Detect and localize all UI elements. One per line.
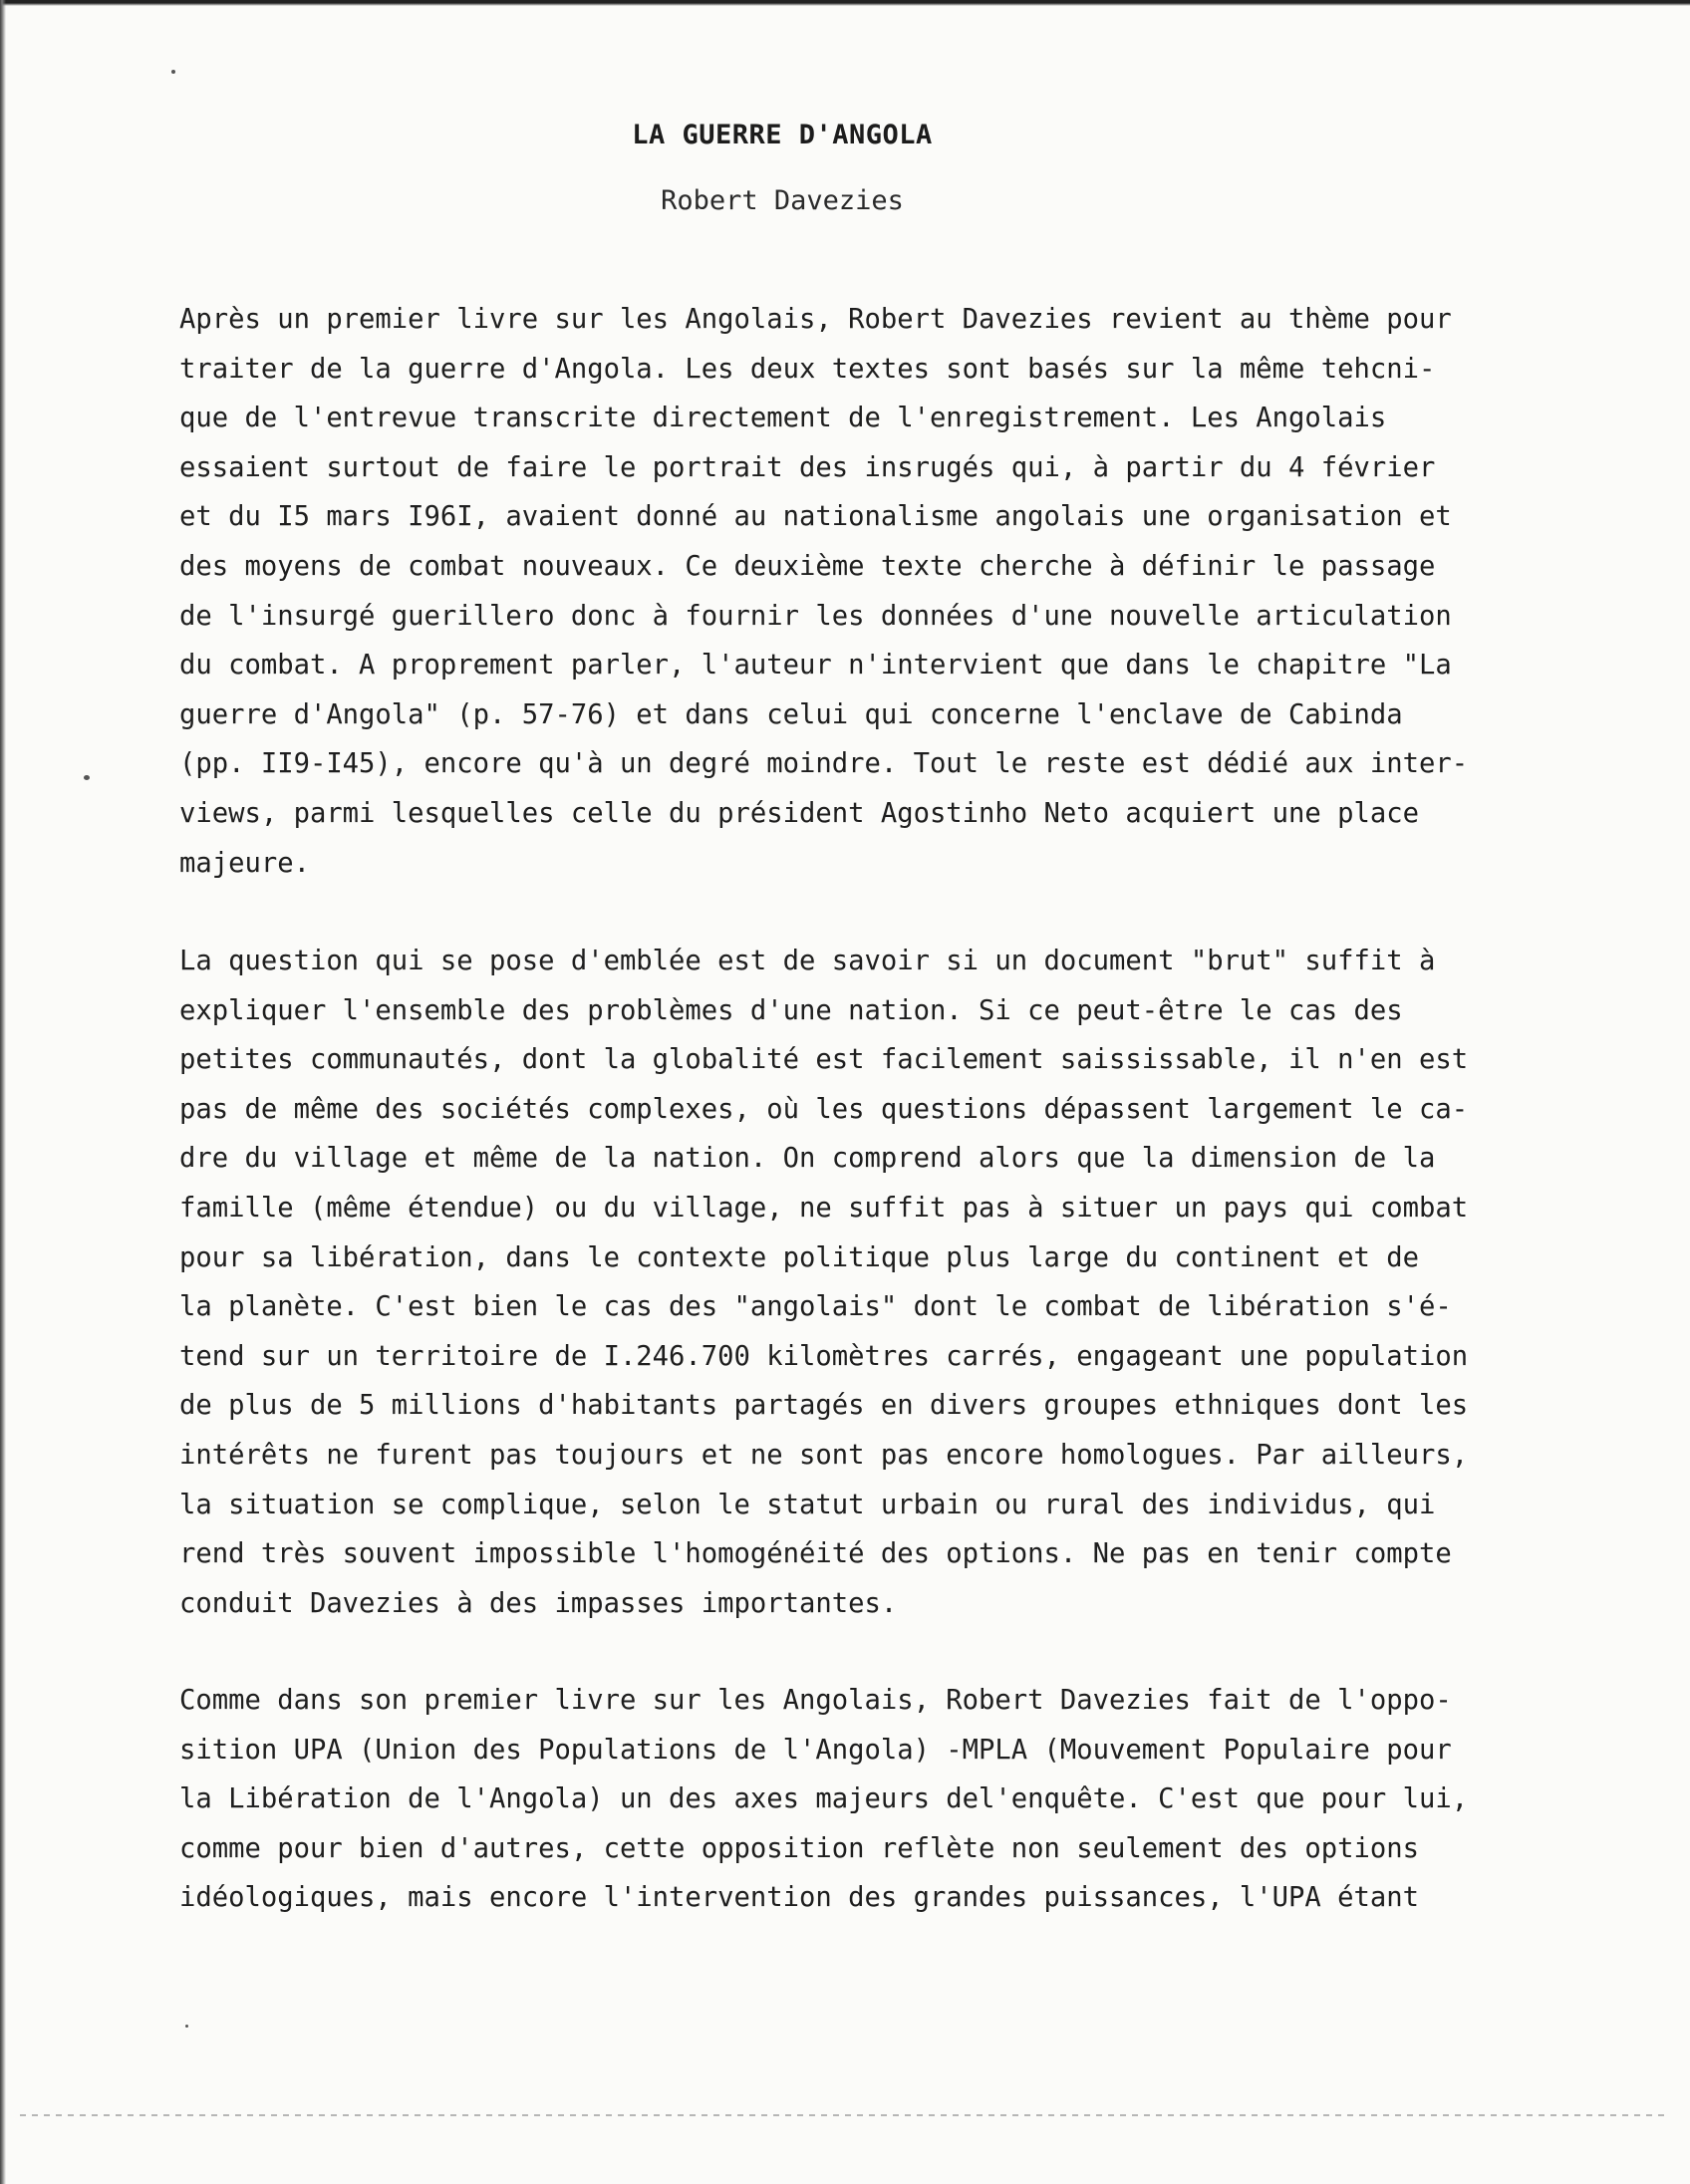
text-line: et du I5 mars I96I, avaient donné au nationalisme angolais une organisation et bbox=[179, 501, 1452, 533]
text-line: de plus de 5 millions d'habitants partagés en divers groupes ethniques dont les bbox=[179, 1390, 1469, 1422]
scan-edge-top bbox=[0, 0, 1690, 6]
text-line: conduit Davezies à des impasses importantes. bbox=[179, 1587, 898, 1619]
text-line: intérêts ne furent pas toujours et ne sont pas encore homologues. Par ailleurs, bbox=[179, 1439, 1469, 1471]
text-line: (pp. II9-I45), encore qu'à un degré moindre. Tout le reste est dédié aux inter- bbox=[179, 748, 1469, 780]
text-line: majeure. bbox=[179, 847, 310, 879]
scan-speck bbox=[171, 70, 175, 74]
text-line: essaient surtout de faire le portrait des insrugés qui, à partir du 4 février bbox=[179, 451, 1436, 483]
document-title: LA GUERRE D'ANGOLA bbox=[632, 120, 933, 150]
text-line: idéologiques, mais encore l'intervention des grandes puissances, l'UPA étant bbox=[179, 1882, 1419, 1914]
text-line: la Libération de l'Angola) un des axes majeurs del'enquête. C'est que pour lui, bbox=[179, 1783, 1469, 1815]
scan-edge-left bbox=[0, 0, 6, 2184]
text-line: comme pour bien d'autres, cette opposition reflète non seulement des options bbox=[179, 1832, 1419, 1864]
text-line: que de l'entrevue transcrite directement de l'enregistrement. Les Angolais bbox=[179, 403, 1387, 434]
text-line: expliquer l'ensemble des problèmes d'une nation. Si ce peut-être le cas des bbox=[179, 994, 1403, 1026]
text-line: guerre d'Angola" (p. 57-76) et dans celui qui concerne l'enclave de Cabinda bbox=[179, 698, 1403, 730]
text-line: du combat. A proprement parler, l'auteur n'intervient que dans le chapitre "La bbox=[179, 650, 1452, 682]
text-line: de l'insurgé guerillero donc à fournir les données d'une nouvelle articulation bbox=[179, 600, 1452, 632]
text-line: Comme dans son premier livre sur les Angolais, Robert Davezies fait de l'oppo- bbox=[179, 1685, 1452, 1716]
scan-speck bbox=[84, 775, 90, 780]
text-line: petites communautés, dont la globalité est facilement saississable, il n'en est bbox=[179, 1044, 1469, 1076]
text-line: des moyens de combat nouveaux. Ce deuxième texte cherche à définir le passage bbox=[179, 550, 1436, 582]
text-line: famille (même étendue) ou du village, ne suffit pas à situer un pays qui combat bbox=[179, 1192, 1469, 1224]
document-author: Robert Davezies bbox=[661, 185, 904, 216]
text-line: traiter de la guerre d'Angola. Les deux textes sont basés sur la même tehcni- bbox=[179, 353, 1436, 385]
paragraph-2 bbox=[179, 937, 1634, 1628]
scan-edge-bottom bbox=[20, 2114, 1664, 2116]
text-line: sition UPA (Union des Populations de l'Angola) -MPLA (Mouvement Populaire pour bbox=[179, 1734, 1452, 1766]
text-line: rend très souvent impossible l'homogénéité des options. Ne pas en tenir compte bbox=[179, 1538, 1452, 1570]
scan-speck bbox=[185, 2025, 188, 2028]
text-line: la situation se complique, selon le statut urbain ou rural des individus, qui bbox=[179, 1489, 1436, 1520]
paragraph-1 bbox=[179, 295, 1634, 888]
text-line: pas de même des sociétés complexes, où les questions dépassent largement le ca- bbox=[179, 1093, 1469, 1125]
text-line: La question qui se pose d'emblée est de savoir si un document "brut" suffit à bbox=[179, 946, 1436, 976]
paragraph-3 bbox=[179, 1676, 1634, 1923]
text-line: dre du village et même de la nation. On comprend alors que la dimension de la bbox=[179, 1143, 1436, 1175]
text-line: tend sur un territoire de I.246.700 kilomètres carrés, engageant une population bbox=[179, 1340, 1469, 1372]
text-line: views, parmi lesquelles celle du président Agostinho Neto acquiert une place bbox=[179, 797, 1419, 829]
text-line: pour sa libération, dans le contexte politique plus large du continent et de bbox=[179, 1241, 1419, 1273]
text-line: Après un premier livre sur les Angolais, Robert Davezies revient au thème pour bbox=[179, 304, 1452, 335]
text-line: la planète. C'est bien le cas des "angolais" dont le combat de libération s'é- bbox=[179, 1291, 1452, 1323]
